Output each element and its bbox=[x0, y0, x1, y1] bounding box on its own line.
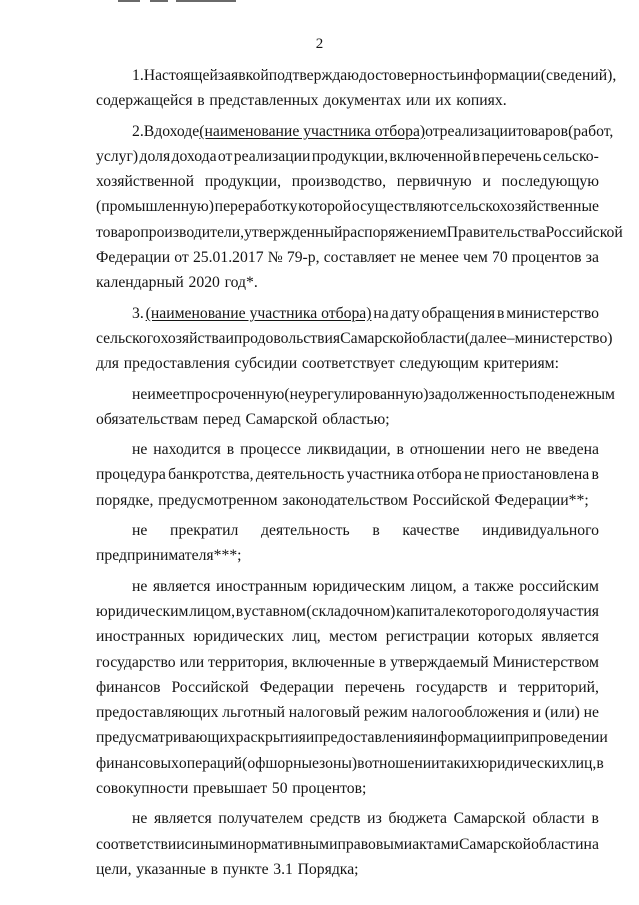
paragraph-p1 bbox=[96, 63, 617, 114]
document-body bbox=[96, 63, 623, 882]
paragraph-p3 bbox=[96, 301, 613, 377]
paragraph-p2 bbox=[96, 119, 623, 296]
paragraph-p8 bbox=[96, 806, 599, 882]
text-line: предоставляющих льготный налоговый режим налогообложения и (или) не bbox=[96, 704, 599, 722]
text-line: государство или территория, включенные в утверждаемый Министерством bbox=[96, 653, 599, 671]
text-line: Федерации от 25.01.2017 № 79-р, составляет не менее чем 70 процентов за bbox=[96, 249, 599, 267]
text-line: не находится в процессе ликвидации, в отношении него не введена bbox=[132, 441, 599, 459]
text-line: не является получателем средств из бюджета Самарской области в bbox=[132, 810, 599, 828]
text-line: предпринимателя***; bbox=[96, 547, 242, 565]
paragraph-p7 bbox=[96, 574, 608, 802]
text-line: хозяйственной продукции, производство, первичную и последующую bbox=[96, 173, 599, 191]
text-line: предусматривающих раскрытия и предоставления информации при проведении bbox=[96, 729, 608, 747]
paragraph-p5 bbox=[96, 437, 599, 513]
text-line: цели, указанные в пункте 3.1 Порядка; bbox=[96, 860, 359, 878]
text-line: соответствии с иными нормативными правовыми актами Самарской области на bbox=[96, 835, 599, 853]
text-line: совокупности превышает 50 процентов; bbox=[96, 780, 367, 798]
paragraph-p6 bbox=[96, 518, 599, 569]
text-line: финансовых операций (офшорные зоны) в отношении таких юридических лиц, в bbox=[96, 754, 604, 772]
text-line: финансов Российской Федерации перечень государств и территорий, bbox=[96, 678, 599, 696]
text-line: процедура банкротства, деятельность участника отбора не приостановлена в bbox=[96, 466, 599, 484]
text-line: 3. (наименование участника отбора) на дату обращения в министерство bbox=[132, 304, 599, 322]
text-line: 2. В доходе (наименование участника отбора) от реализации товаров (работ, bbox=[132, 122, 614, 140]
text-line: товаропроизводители, утвержденный распоряжением Правительства Российской bbox=[96, 223, 623, 241]
text-line: сельского хозяйства и продовольствия Самарской области (далее – министерство) bbox=[96, 329, 613, 347]
text-line: юридическим лицом, в уставном (складочном) капитале которого доля участия bbox=[96, 602, 599, 620]
scan-top-edge bbox=[0, 0, 639, 4]
text-line: содержащейся в представленных документах или их копиях. bbox=[96, 92, 507, 110]
text-line: 1. Настоящей заявкой подтверждаю достоверность информации (сведений), bbox=[132, 67, 617, 84]
text-line: для предоставления субсидии соответствует следующим критериям: bbox=[96, 355, 559, 373]
text-line: услуг) доля дохода от реализации продукции, включенной в перечень сельско- bbox=[96, 147, 599, 165]
text-line: обязательствам перед Самарской областью; bbox=[96, 410, 390, 428]
text-line: календарный 2020 год*. bbox=[96, 274, 258, 292]
text-line: не имеет просроченную (неурегулированную) задолженность по денежным bbox=[132, 385, 615, 403]
text-line: иностранных юридических лиц, местом регистрации которых является bbox=[96, 628, 599, 646]
page-number: 2 bbox=[315, 36, 324, 52]
text-line: не прекратил деятельность в качестве индивидуального bbox=[132, 522, 599, 540]
paragraph-p4 bbox=[96, 382, 615, 433]
text-line: порядке, предусмотренном законодательством Российской Федерации**; bbox=[96, 491, 589, 509]
text-line: не является иностранным юридическим лицом, а также российским bbox=[132, 577, 599, 595]
text-line: (промышленную) переработку которой осуществляют сельскохозяйственные bbox=[96, 198, 599, 216]
